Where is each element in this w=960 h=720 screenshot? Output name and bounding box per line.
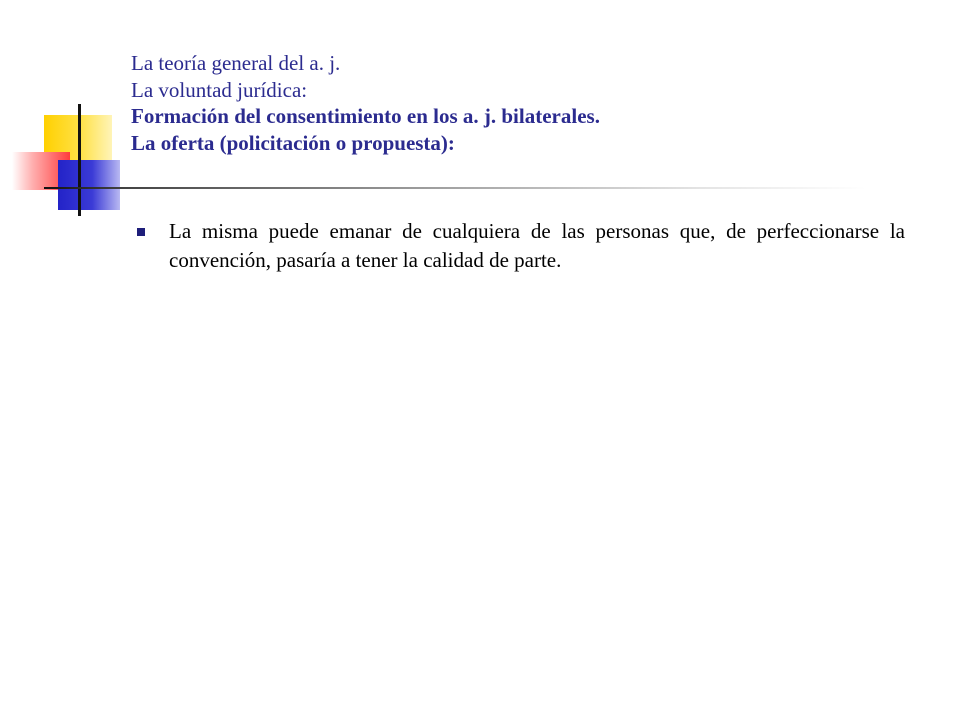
vertical-line-decoration bbox=[78, 104, 81, 216]
square-bullet-icon bbox=[137, 228, 145, 236]
title-line-4: La oferta (policitación o propuesta): bbox=[131, 130, 455, 155]
title-line-3: Formación del consentimiento en los a. j. bilaterales. bbox=[131, 104, 600, 128]
title-line-1: La teoría general del a. j. bbox=[131, 51, 341, 75]
decorative-logo bbox=[0, 0, 140, 230]
bullet-item bbox=[135, 217, 905, 275]
title-line-2: La voluntad jurídica: bbox=[131, 77, 308, 102]
title-underline bbox=[44, 187, 866, 189]
slide-body bbox=[135, 217, 905, 275]
bullet-text: La misma puede emanar de cualquiera de las personas que, de perfeccionarse la convención, pasaría a tener la calidad de parte. bbox=[169, 219, 905, 272]
slide-title bbox=[131, 50, 911, 156]
blue-square-decoration bbox=[58, 160, 120, 210]
